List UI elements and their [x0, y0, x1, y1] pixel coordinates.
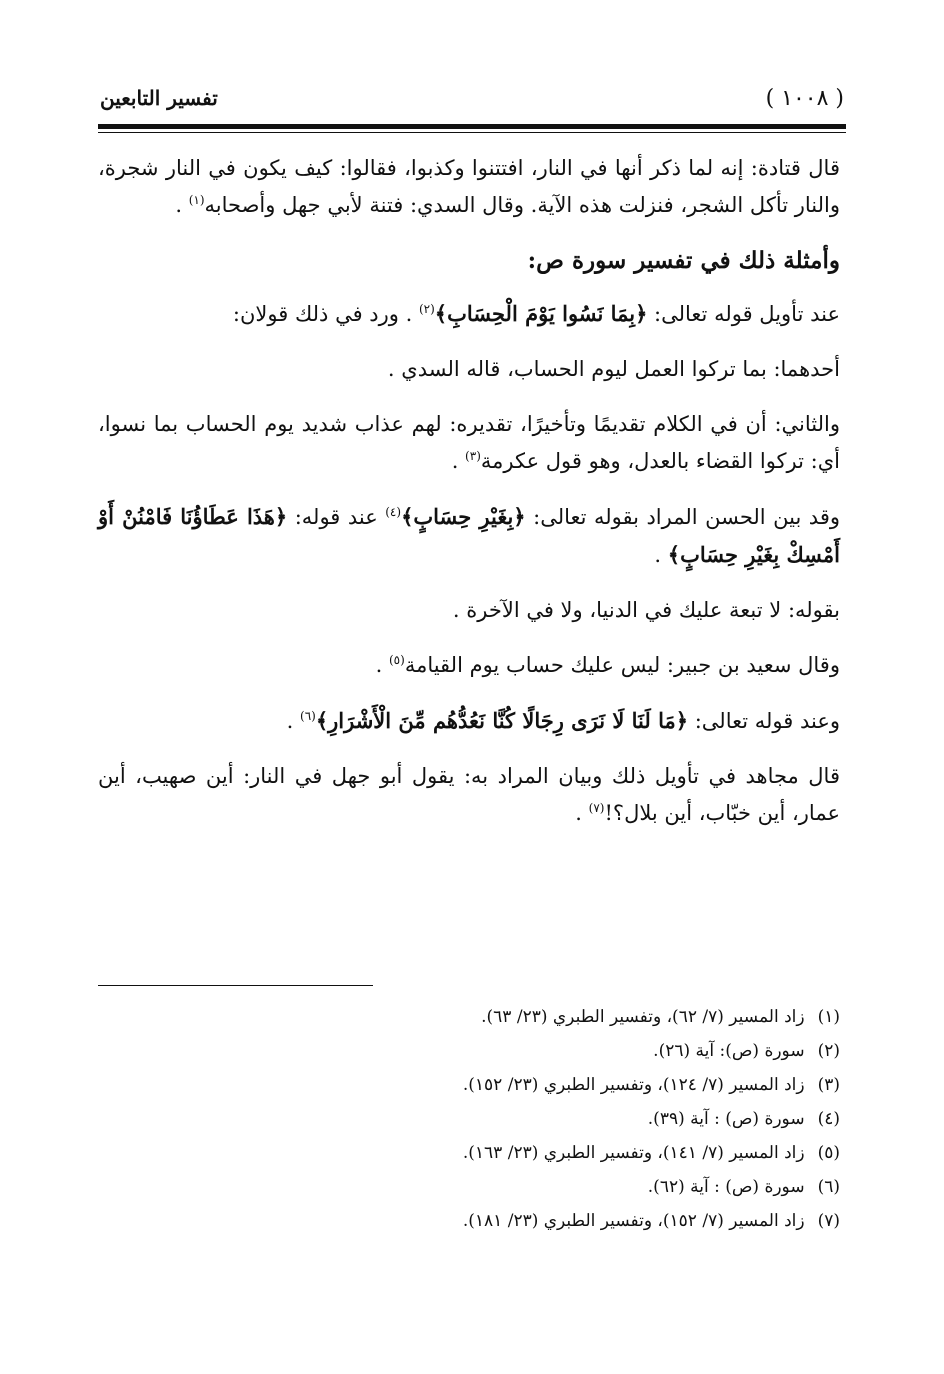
footnote-text: زاد المسير (٧/ ١٤١)، وتفسير الطبري (٢٣/ ١٦٣). — [462, 1143, 805, 1163]
paragraph-1-end: . — [175, 193, 189, 217]
footnote-number: (٧) — [817, 1211, 840, 1231]
quran-verse-1: ﴿بِمَا نَسُوا يَوْمَ الْحِسَابِ﴾ — [434, 301, 648, 326]
paragraph-8 — [98, 702, 840, 740]
paragraph-5-text-b: عند قوله: — [287, 505, 386, 529]
page-header — [100, 78, 844, 122]
footnote-ref-2: (٢) — [418, 302, 435, 316]
header-rule-thick — [98, 124, 846, 129]
footnote-separator — [98, 985, 373, 986]
paragraph-2-text-a: عند تأويل قوله تعالى: — [647, 302, 840, 326]
paragraph-1 — [98, 150, 840, 224]
paragraph-7-end: . — [375, 653, 389, 677]
footnote-item — [98, 1068, 840, 1102]
quran-verse-3: ﴿هَذَا عَطَاؤُنَا فَامْنُنْ أَوْ أَمْسِكْ بِغَيْرِ حِسَابٍ﴾ — [98, 504, 840, 567]
footnote-ref-5: (٥) — [388, 653, 405, 667]
paragraph-8-text: وعند قوله تعالى: — [688, 709, 840, 733]
footnote-text: زاد المسير (٧/ ١٢٤)، وتفسير الطبري (٢٣/ ١٥٢). — [462, 1075, 805, 1095]
footnote-ref-3: (٣) — [465, 449, 481, 463]
paragraph-5-text-a: وقد بين الحسن المراد بقوله تعالى: — [525, 505, 841, 529]
main-text — [98, 150, 840, 850]
page-number: ( ١٠٠٨ ) — [765, 86, 844, 111]
footnote-ref-4: (٤) — [385, 505, 402, 519]
footnote-text: سورة (ص) : آية (٦٢). — [647, 1177, 805, 1197]
paragraph-7 — [98, 647, 840, 684]
footnote-number: (٥) — [817, 1143, 840, 1163]
footnote-item — [98, 1170, 840, 1204]
quran-verse-4: ﴿مَا لَنَا لَا نَرَى رِجَالًا كُنَّا نَعُدُّهُم مِّنَ الْأَشْرَارِ﴾ — [315, 708, 689, 733]
paragraph-3: أحدهما: بما تركوا العمل ليوم الحساب، قاله السدي . — [387, 357, 840, 381]
footnote-number: (١) — [817, 1007, 840, 1027]
footnote-number: (٣) — [817, 1075, 840, 1095]
footnote-item — [98, 1204, 840, 1238]
footnote-item — [98, 1136, 840, 1170]
paragraph-2 — [98, 295, 840, 333]
paragraph-9-text: قال مجاهد في تأويل ذلك وبيان المراد به: يقول أبو جهل في النار: أين صهيب، أين عمار، أين خبّاب، أين بلال؟! — [98, 764, 840, 825]
section-heading: وأمثلة ذلك في تفسير سورة ص: — [527, 247, 840, 274]
paragraph-6: بقوله: لا تبعة عليك في الدنيا، ولا في الآخرة . — [452, 598, 840, 622]
footnote-text: زاد المسير (٧/ ١٥٢)، وتفسير الطبري (٢٣/ ١٨١). — [462, 1211, 805, 1231]
paragraph-5-end: . — [654, 543, 668, 567]
footnote-number: (٦) — [817, 1177, 840, 1197]
footnote-ref-7: (٧) — [588, 801, 605, 815]
paragraph-4 — [98, 406, 840, 480]
footnote-text: سورة (ص) : آية (٣٩). — [647, 1109, 805, 1129]
running-title: تفسير التابعين — [100, 86, 218, 110]
paragraph-4-end: . — [451, 449, 466, 473]
paragraph-8-end: . — [286, 709, 300, 733]
footnote-text: سورة (ص): آية (٢٦). — [653, 1041, 805, 1061]
footnote-ref-6: (٦) — [300, 709, 316, 723]
paragraph-9 — [98, 758, 840, 832]
footnote-ref-1: (١) — [188, 193, 205, 207]
footnote-item — [98, 1000, 840, 1034]
footnote-number: (٢) — [817, 1041, 840, 1061]
paragraph-9-end: . — [575, 801, 589, 825]
quran-verse-2: ﴿بِغَيْرِ حِسَابٍ﴾ — [401, 504, 526, 529]
paragraph-2-text-b: . ورد في ذلك قولان: — [232, 302, 419, 326]
paragraph-4-text: والثاني: أن في الكلام تقديمًا وتأخيرًا، تقديره: لهم عذاب شديد يوم الحساب بما نسوا، أي: تركوا القضاء بالعدل، وهو قول عكرمة — [98, 412, 840, 473]
paragraph-5 — [98, 498, 840, 574]
footnote-item — [98, 1102, 840, 1136]
paragraph-7-text: وقال سعيد بن جبير: ليس عليك حساب يوم القيامة — [404, 653, 840, 677]
footnote-item — [98, 1034, 840, 1068]
footnote-number: (٤) — [817, 1109, 840, 1129]
header-rule-thin — [98, 132, 846, 133]
footnote-text: زاد المسير (٧/ ٦٢)، وتفسير الطبري (٢٣/ ٦٣). — [481, 1007, 805, 1027]
footnotes — [98, 1000, 840, 1238]
paragraph-1-text: قال قتادة: إنه لما ذكر أنها في النار، افتتنوا وكذبوا، فقالوا: كيف يكون في النار شجرة، والنار تأكل الشجر، فنزلت هذه الآية. وقال السدي: فتنة لأبي جهل وأصحابه — [98, 156, 840, 217]
